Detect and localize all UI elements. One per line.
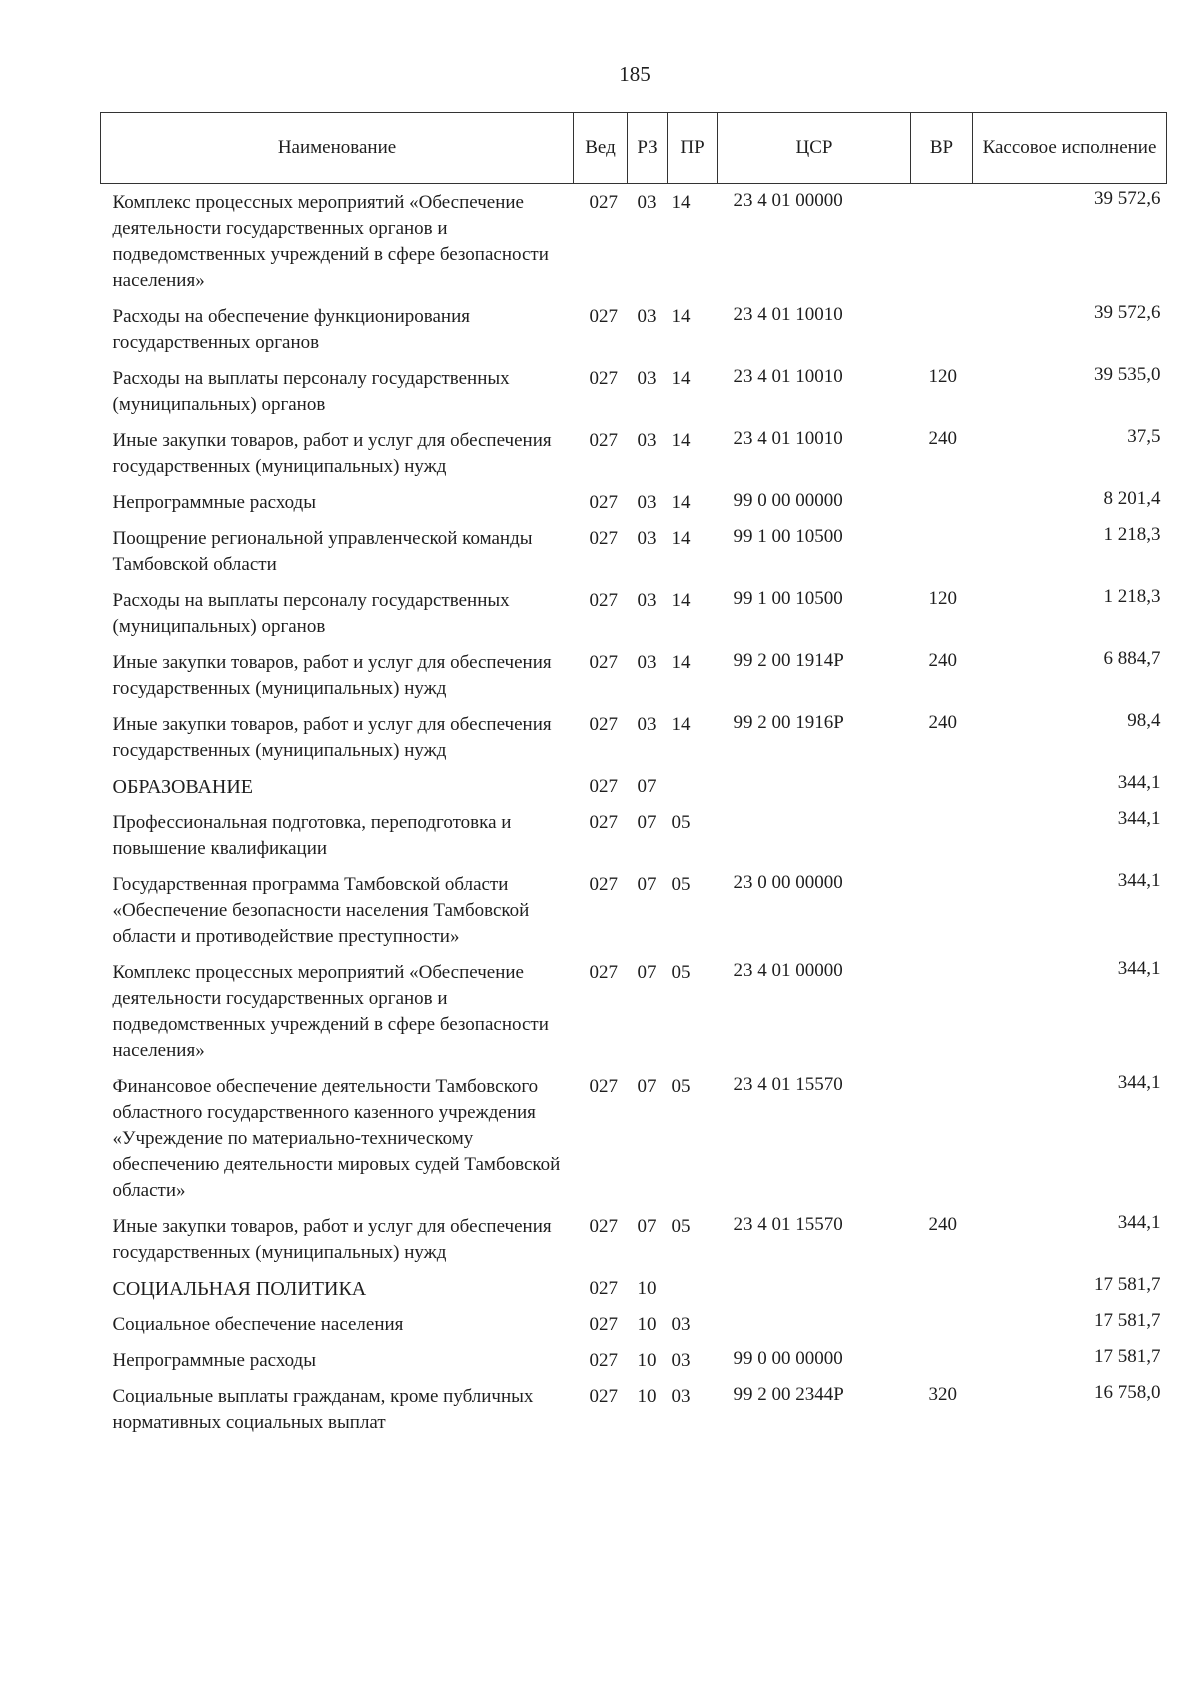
cell-name: Социальное обеспечение населения	[112, 1314, 404, 1335]
table-row	[101, 954, 1167, 1068]
table-row	[101, 1208, 1167, 1270]
cell-vr	[911, 866, 973, 954]
cell-amount: 6 884,7	[1103, 648, 1161, 669]
cell-vr	[911, 184, 973, 299]
cell-amount: 344,1	[1117, 772, 1161, 793]
cell-ved: 027	[589, 1314, 618, 1335]
cell-csr: 99 2 00 1916Р	[733, 712, 844, 733]
cell-pr: 14	[671, 430, 691, 451]
cell-rz: 03	[637, 492, 657, 513]
cell-name: Поощрение региональной управленческой команды Тамбовской области	[112, 528, 533, 575]
cell-vr	[911, 1270, 973, 1306]
cell-rz: 10	[637, 1350, 657, 1371]
cell-name: Государственная программа Тамбовской области «Обеспечение безопасности населения Тамбовской области и противодействие преступности»	[112, 874, 530, 947]
cell-ved: 027	[589, 776, 618, 797]
cell-ved: 027	[589, 1350, 618, 1371]
cell-pr	[668, 1270, 718, 1306]
cell-rz: 03	[637, 430, 657, 451]
cell-amount: 344,1	[1117, 1212, 1161, 1233]
cell-rz: 03	[637, 192, 657, 213]
cell-vr: 240	[928, 428, 957, 449]
cell-amount: 1 218,3	[1103, 586, 1161, 607]
cell-name: Иные закупки товаров, работ и услуг для обеспечения государственных (муниципальных) нужд	[112, 714, 552, 761]
cell-rz: 07	[637, 874, 657, 895]
cell-pr: 14	[671, 492, 691, 513]
cell-rz: 07	[637, 776, 657, 797]
cell-amount: 17 581,7	[1094, 1310, 1161, 1331]
cell-rz: 07	[637, 1076, 657, 1097]
cell-amount: 16 758,0	[1094, 1382, 1161, 1403]
cell-vr	[911, 804, 973, 866]
cell-rz: 10	[637, 1386, 657, 1407]
cell-ved: 027	[589, 652, 618, 673]
cell-rz: 03	[637, 714, 657, 735]
header-rz: РЗ	[628, 113, 668, 184]
cell-rz: 03	[637, 590, 657, 611]
cell-csr: 23 4 01 15570	[733, 1074, 843, 1095]
table-row	[101, 768, 1167, 804]
cell-pr: 05	[671, 874, 691, 895]
cell-csr	[718, 1306, 911, 1342]
cell-name: Финансовое обеспечение деятельности Тамбовского областного государственного казенного учреждения «Учреждение по материально-техническому обеспечению деятельности мировых судей Тамбовской области»	[112, 1076, 561, 1201]
cell-vr	[911, 520, 973, 582]
table-row	[101, 706, 1167, 768]
cell-vr	[911, 1342, 973, 1378]
cell-vr	[911, 298, 973, 360]
table-row	[101, 1342, 1167, 1378]
cell-amount: 1 218,3	[1103, 524, 1161, 545]
table-row	[101, 1306, 1167, 1342]
cell-csr: 99 2 00 1914Р	[733, 650, 844, 671]
cell-pr: 14	[671, 528, 691, 549]
cell-csr	[718, 768, 911, 804]
cell-csr	[718, 804, 911, 866]
cell-rz: 10	[637, 1314, 657, 1335]
cell-amount: 39 572,6	[1094, 188, 1161, 209]
cell-amount: 37,5	[1127, 426, 1161, 447]
cell-amount: 344,1	[1117, 870, 1161, 891]
cell-csr: 23 4 01 10010	[733, 428, 843, 449]
cell-ved: 027	[589, 714, 618, 735]
table-row	[101, 298, 1167, 360]
table-row	[101, 644, 1167, 706]
cell-rz: 07	[637, 962, 657, 983]
cell-csr	[718, 1270, 911, 1306]
cell-ved: 027	[589, 812, 618, 833]
cell-amount: 39 572,6	[1094, 302, 1161, 323]
table-row	[101, 184, 1167, 299]
cell-pr: 03	[671, 1314, 691, 1335]
header-pr: ПР	[668, 113, 718, 184]
cell-csr: 23 4 01 15570	[733, 1214, 843, 1235]
cell-pr: 05	[671, 1216, 691, 1237]
cell-name: Социальные выплаты гражданам, кроме публичных нормативных социальных выплат	[112, 1386, 534, 1433]
table-row	[101, 866, 1167, 954]
table-row	[101, 360, 1167, 422]
cell-csr: 23 4 01 10010	[733, 366, 843, 387]
cell-pr: 14	[671, 306, 691, 327]
cell-rz: 03	[637, 652, 657, 673]
cell-amount: 344,1	[1117, 1072, 1161, 1093]
cell-name: Иные закупки товаров, работ и услуг для обеспечения государственных (муниципальных) нужд	[112, 1216, 552, 1263]
cell-ved: 027	[589, 492, 618, 513]
cell-name: Непрограммные расходы	[112, 1350, 316, 1371]
cell-ved: 027	[589, 430, 618, 451]
cell-ved: 027	[589, 1386, 618, 1407]
cell-name: Комплекс процессных мероприятий «Обеспечение деятельности государственных органов и подведомственных учреждений в сфере безопасности населения»	[112, 192, 549, 291]
cell-ved: 027	[589, 368, 618, 389]
table-row	[101, 582, 1167, 644]
cell-name: Расходы на обеспечение функционирования государственных органов	[112, 306, 470, 353]
cell-amount: 344,1	[1117, 958, 1161, 979]
cell-vr	[911, 768, 973, 804]
cell-csr: 99 1 00 10500	[733, 526, 843, 547]
cell-csr: 99 2 00 2344Р	[733, 1384, 844, 1405]
cell-amount: 344,1	[1117, 808, 1161, 829]
cell-vr	[911, 1306, 973, 1342]
budget-table	[100, 112, 1167, 1440]
header-amount: Кассовое исполнение	[973, 113, 1167, 184]
cell-vr: 240	[928, 712, 957, 733]
cell-rz: 07	[637, 1216, 657, 1237]
cell-ved: 027	[589, 1216, 618, 1237]
cell-amount: 98,4	[1127, 710, 1161, 731]
cell-pr: 14	[671, 590, 691, 611]
cell-name: Непрограммные расходы	[112, 492, 316, 513]
cell-csr: 99 1 00 10500	[733, 588, 843, 609]
cell-csr: 23 4 01 00000	[733, 190, 843, 211]
cell-pr: 03	[671, 1386, 691, 1407]
cell-rz: 10	[637, 1278, 657, 1299]
table-row	[101, 1068, 1167, 1208]
cell-vr: 240	[928, 650, 957, 671]
cell-pr: 05	[671, 812, 691, 833]
cell-amount: 39 535,0	[1094, 364, 1161, 385]
cell-ved: 027	[589, 874, 618, 895]
table-row	[101, 1378, 1167, 1440]
cell-rz: 03	[637, 306, 657, 327]
cell-pr: 14	[671, 368, 691, 389]
cell-pr: 05	[671, 962, 691, 983]
cell-pr	[668, 768, 718, 804]
table-row	[101, 804, 1167, 866]
cell-name: Комплекс процессных мероприятий «Обеспечение деятельности государственных органов и подведомственных учреждений в сфере безопасности населения»	[112, 962, 549, 1061]
cell-vr	[911, 484, 973, 520]
cell-ved: 027	[589, 1278, 618, 1299]
cell-csr: 99 0 00 00000	[733, 490, 843, 511]
cell-pr: 14	[671, 192, 691, 213]
table-row	[101, 484, 1167, 520]
cell-name: СОЦИАЛЬНАЯ ПОЛИТИКА	[112, 1278, 367, 1300]
cell-name: ОБРАЗОВАНИЕ	[112, 776, 254, 798]
table-row	[101, 520, 1167, 582]
cell-name: Расходы на выплаты персоналу государственных (муниципальных) органов	[112, 368, 510, 415]
cell-ved: 027	[589, 306, 618, 327]
cell-ved: 027	[589, 1076, 618, 1097]
page-number: 185	[619, 62, 651, 86]
cell-csr: 23 4 01 10010	[733, 304, 843, 325]
cell-csr: 23 0 00 00000	[733, 872, 843, 893]
cell-pr: 14	[671, 714, 691, 735]
cell-ved: 027	[589, 590, 618, 611]
cell-ved: 027	[589, 962, 618, 983]
cell-vr: 240	[928, 1214, 957, 1235]
cell-ved: 027	[589, 528, 618, 549]
cell-csr: 23 4 01 00000	[733, 960, 843, 981]
table-row	[101, 422, 1167, 484]
cell-pr: 03	[671, 1350, 691, 1371]
cell-ved: 027	[589, 192, 618, 213]
cell-pr: 14	[671, 652, 691, 673]
cell-name: Иные закупки товаров, работ и услуг для обеспечения государственных (муниципальных) нужд	[112, 652, 552, 699]
cell-vr	[911, 954, 973, 1068]
table-header-row	[101, 113, 1167, 184]
cell-vr: 320	[928, 1384, 957, 1405]
cell-amount: 8 201,4	[1103, 488, 1161, 509]
cell-name: Расходы на выплаты персоналу государственных (муниципальных) органов	[112, 590, 510, 637]
cell-rz: 07	[637, 812, 657, 833]
cell-csr: 99 0 00 00000	[733, 1348, 843, 1369]
cell-pr: 05	[671, 1076, 691, 1097]
table-row	[101, 1270, 1167, 1306]
header-csr: ЦСР	[718, 113, 911, 184]
cell-name: Иные закупки товаров, работ и услуг для обеспечения государственных (муниципальных) нужд	[112, 430, 552, 477]
header-ved: Вед	[574, 113, 628, 184]
cell-amount: 17 581,7	[1094, 1346, 1161, 1367]
cell-name: Профессиональная подготовка, переподготовка и повышение квалификации	[112, 812, 512, 859]
header-name: Наименование	[101, 113, 574, 184]
header-vr: ВР	[911, 113, 973, 184]
cell-vr: 120	[928, 588, 957, 609]
cell-amount: 17 581,7	[1094, 1274, 1161, 1295]
cell-rz: 03	[637, 528, 657, 549]
cell-vr: 120	[928, 366, 957, 387]
cell-vr	[911, 1068, 973, 1208]
cell-rz: 03	[637, 368, 657, 389]
